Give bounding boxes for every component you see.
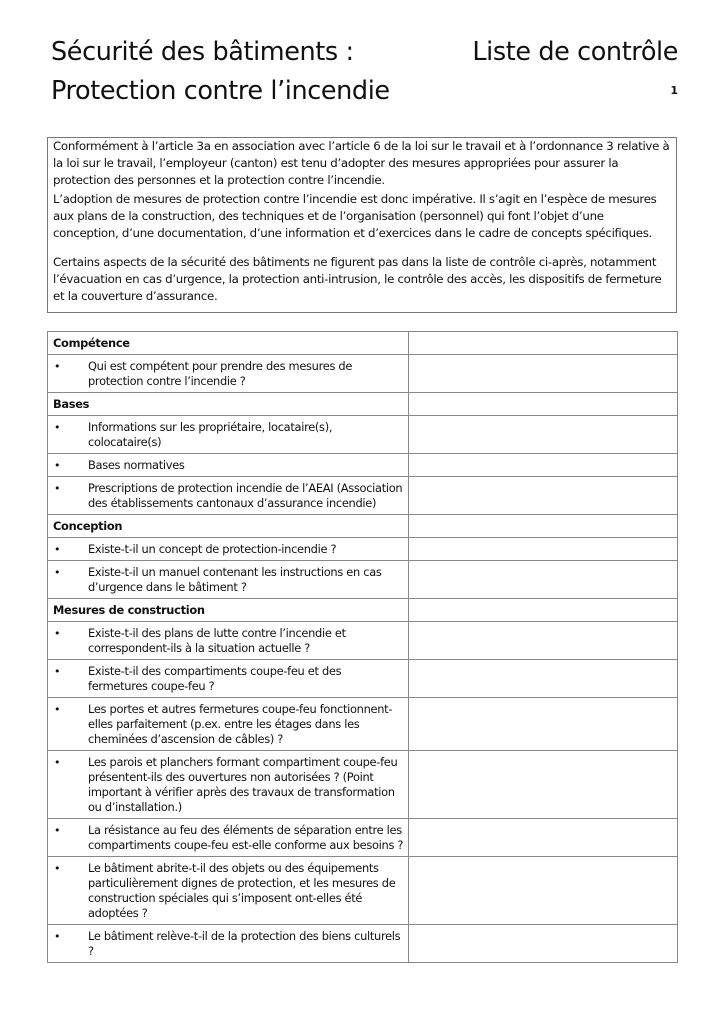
answer-cell[interactable] [409,355,678,393]
bullet-icon: • [54,703,61,716]
item-cell [48,751,409,819]
checklist-item [48,819,678,857]
item-cell [48,561,409,599]
answer-cell[interactable] [409,622,678,660]
item-cell [48,660,409,698]
bullet-icon: • [54,459,61,472]
answer-cell[interactable] [409,751,678,819]
item-cell [48,819,409,857]
intro-paragraph: Certains aspects de la sécurité des bâtiments ne figurent pas dans la liste de contrôle ci-après, notamment l’évacuation en cas d’urgence, la protection anti-intrusion, le contrôle des accès, les dispositifs de fermeture et la couverture d’assurance. [53,255,662,303]
section-heading: Mesures de construction [48,599,409,622]
bullet-icon: • [54,421,61,434]
section-row [48,332,678,355]
item-cell [48,698,409,751]
item-text: Informations sur les propriétaire, locataire(s), colocataire(s) [88,420,333,449]
answer-cell[interactable] [409,477,678,515]
item-text: La résistance au feu des éléments de séparation entre les compartiments coupe-feu est-elle conforme aux besoins ? [88,823,404,852]
checklist-item [48,925,678,963]
intro-paragraph: Conformément à l’article 3a en association avec l’article 6 de la loi sur le travail et à l’ordonnance 3 relative à la loi sur le travail, l’employeur (canton) est tenu d’adopter des mesures appropriées pour assurer la protection des personnes et la protection contre l’incendie. [53,139,670,187]
answer-cell[interactable] [409,332,678,355]
item-cell [48,538,409,561]
answer-cell[interactable] [409,660,678,698]
checklist-item [48,454,678,477]
answer-cell[interactable] [409,857,678,925]
item-text: Le bâtiment abrite-t-il des objets ou des équipements particulièrement dignes de protection, et les mesures de construction spéciales qui s’imposent ont-elles été adoptées ? [88,861,396,920]
answer-cell[interactable] [409,515,678,538]
item-text: Les portes et autres fermetures coupe-feu fonctionnent-elles parfaitement (p.ex. entre les étages dans les cheminées d’ascension de câbles) ? [88,702,393,746]
item-text: Existe-t-il un manuel contenant les instructions en cas d’urgence dans le bâtiment ? [88,565,382,594]
item-text: Prescriptions de protection incendie de l’AEAI (Association des établissements cantonaux d’assurance incendie) [88,481,403,510]
answer-cell[interactable] [409,561,678,599]
checklist-table [47,331,678,963]
bullet-icon: • [54,543,61,556]
document-title [51,33,390,111]
answer-cell[interactable] [409,925,678,963]
item-cell [48,477,409,515]
bullet-icon: • [54,566,61,579]
answer-cell[interactable] [409,393,678,416]
bullet-icon: • [54,756,61,769]
answer-cell[interactable] [409,538,678,561]
answer-cell[interactable] [409,599,678,622]
checklist-item [48,660,678,698]
bullet-icon: • [54,482,61,495]
item-text: Le bâtiment relève-t-il de la protection des biens culturels ? [88,929,401,958]
bullet-icon: • [54,360,61,373]
intro-box [47,137,677,313]
answer-cell[interactable] [409,819,678,857]
item-text: Bases normatives [88,458,185,472]
item-cell [48,416,409,454]
checklist-item [48,751,678,819]
item-text: Qui est compétent pour prendre des mesures de protection contre l’incendie ? [88,359,353,388]
item-text: Existe-t-il des compartiments coupe-feu et des fermetures coupe-feu ? [88,664,342,693]
item-cell [48,454,409,477]
item-text: Existe-t-il un concept de protection-incendie ? [88,542,337,556]
checklist-item [48,538,678,561]
section-heading: Compétence [48,332,409,355]
bullet-icon: • [54,824,61,837]
checklist-item [48,622,678,660]
checklist-item [48,857,678,925]
answer-cell[interactable] [409,416,678,454]
intro-paragraph: L’adoption de mesures de protection contre l’incendie est donc impérative. Il s’agit en l’espèce de mesures aux plans de la construction, des techniques et de l’organisation (personnel) qui font l’objet d’une conception, d’une documentation, d’une information et d’exercices dans le cadre de concepts spécifiques. [53,192,657,240]
section-row [48,515,678,538]
item-cell [48,857,409,925]
checklist-item [48,698,678,751]
item-cell [48,622,409,660]
section-heading: Conception [48,515,409,538]
bullet-icon: • [54,627,61,640]
bullet-icon: • [54,862,61,875]
checklist-item [48,477,678,515]
answer-cell[interactable] [409,454,678,477]
answer-cell[interactable] [409,698,678,751]
title-line-2: Protection contre l’incendie [51,76,390,106]
checklist-item [48,355,678,393]
checklist-item [48,416,678,454]
section-row [48,599,678,622]
bullet-icon: • [54,665,61,678]
bullet-icon: • [54,930,61,943]
title-line-1: Sécurité des bâtiments : [51,37,354,67]
section-heading: Bases [48,393,409,416]
item-cell [48,355,409,393]
checklist-item [48,561,678,599]
page-number: 1 [670,84,678,97]
item-cell [48,925,409,963]
section-row [48,393,678,416]
item-text: Existe-t-il des plans de lutte contre l’incendie et correspondent-ils à la situation actuelle ? [88,626,346,655]
item-text: Les parois et planchers formant compartiment coupe-feu présentent-ils des ouvertures non autorisées ? (Point important à vérifier après des travaux de transformation ou d’installation.) [88,755,398,814]
document-type: Liste de contrôle [472,37,678,67]
